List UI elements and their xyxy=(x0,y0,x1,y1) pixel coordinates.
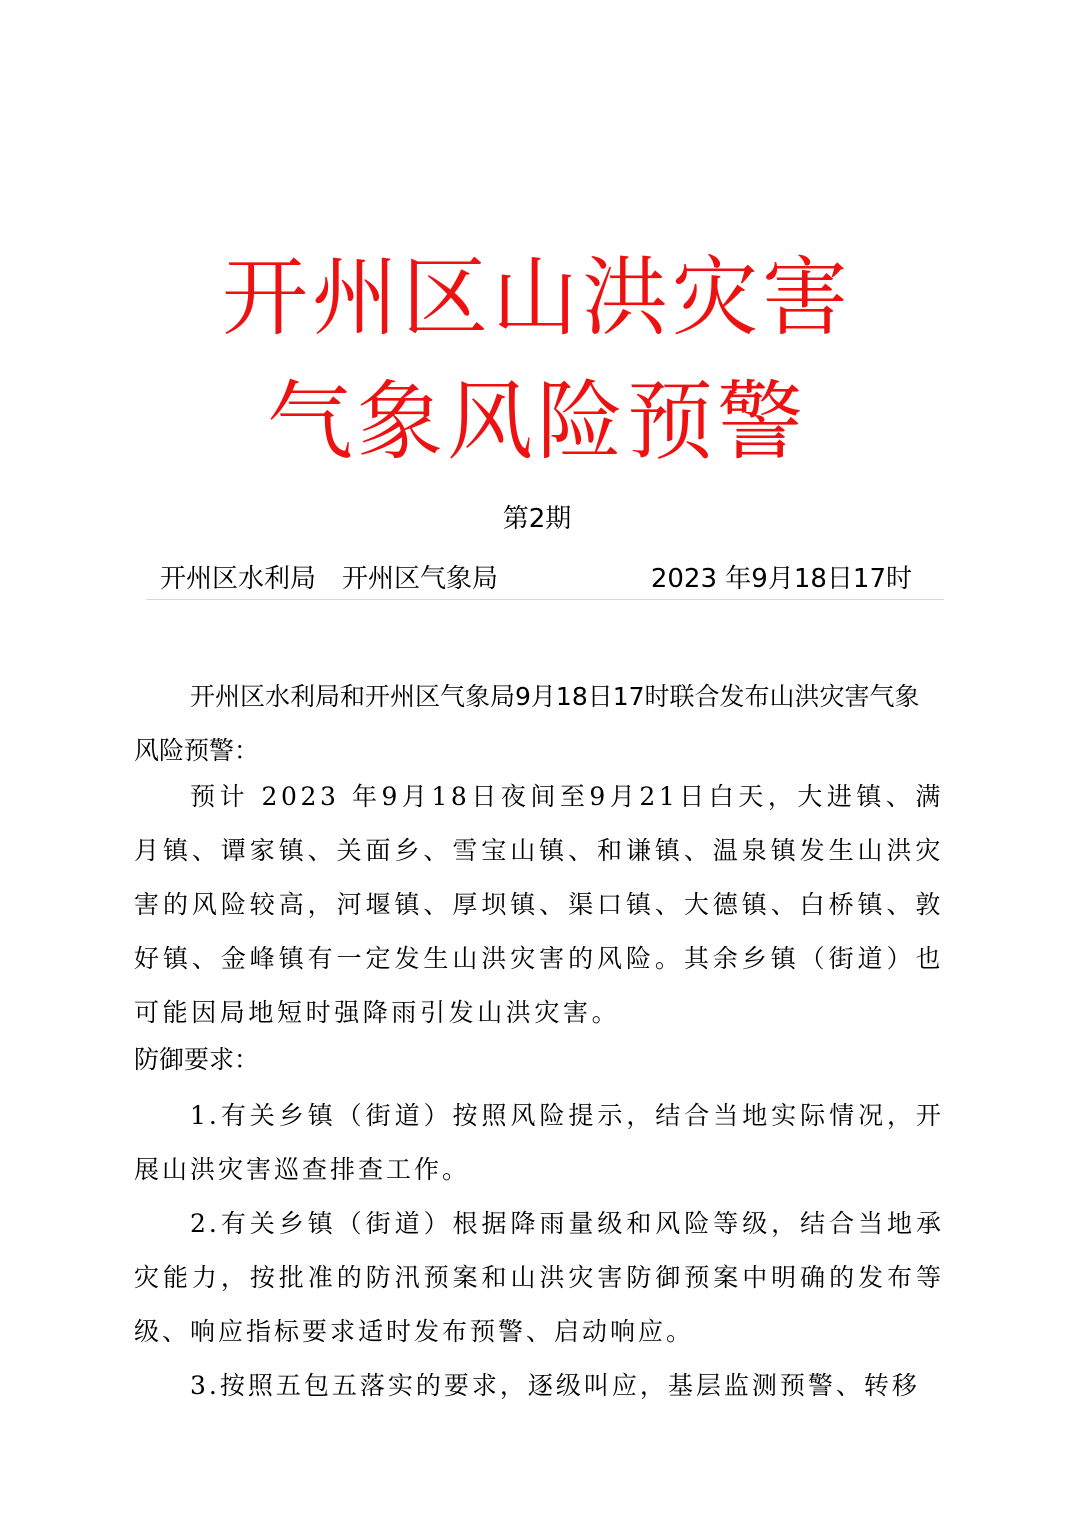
issuer-row xyxy=(160,562,912,596)
requirements-heading: 防御要求： xyxy=(134,1045,260,1074)
issue-datetime: 2023 年9月18日17时 xyxy=(650,564,912,594)
document-title-line-1: 开州区山洪灾害 xyxy=(222,248,852,348)
issue-number: 第2期 xyxy=(502,504,572,534)
header-divider xyxy=(146,599,944,600)
forecast-paragraph: 预计 2023 年9月18日夜间至9月21日白天，大进镇、满月镇、谭家镇、关面乡、雪宝山镇、和谦镇、温泉镇发生山洪灾害的风险较高，河堰镇、厚坝镇、渠口镇、大德镇、白桥镇、敦好镇、金峰镇有一定发生山洪灾害的风险。其余乡镇（街道）也可能因局地短时强降雨引发山洪灾害。 xyxy=(134,782,944,1027)
document-title-line-2: 气象风险预警 xyxy=(267,372,807,472)
requirement-item-1: 1.有关乡镇（街道）按照风险提示，结合当地实际情况，开展山洪灾害巡查排查工作。 xyxy=(134,1101,944,1184)
requirement-item-2: 2.有关乡镇（街道）根据降雨量级和风险等级，结合当地承灾能力，按批准的防汛预案和山洪灾害防御预案中明确的发布等级、响应指标要求适时发布预警、启动响应。 xyxy=(134,1209,944,1346)
issuing-organizations: 开州区水利局 开州区气象局 xyxy=(160,564,499,594)
requirement-item-3: 3.按照五包五落实的要求，逐级叫应，基层监测预警、转移 xyxy=(190,1371,920,1400)
lead-paragraph: 开州区水利局和开州区气象局9月18日17时联合发布山洪灾害气象风险预警： xyxy=(134,682,920,765)
